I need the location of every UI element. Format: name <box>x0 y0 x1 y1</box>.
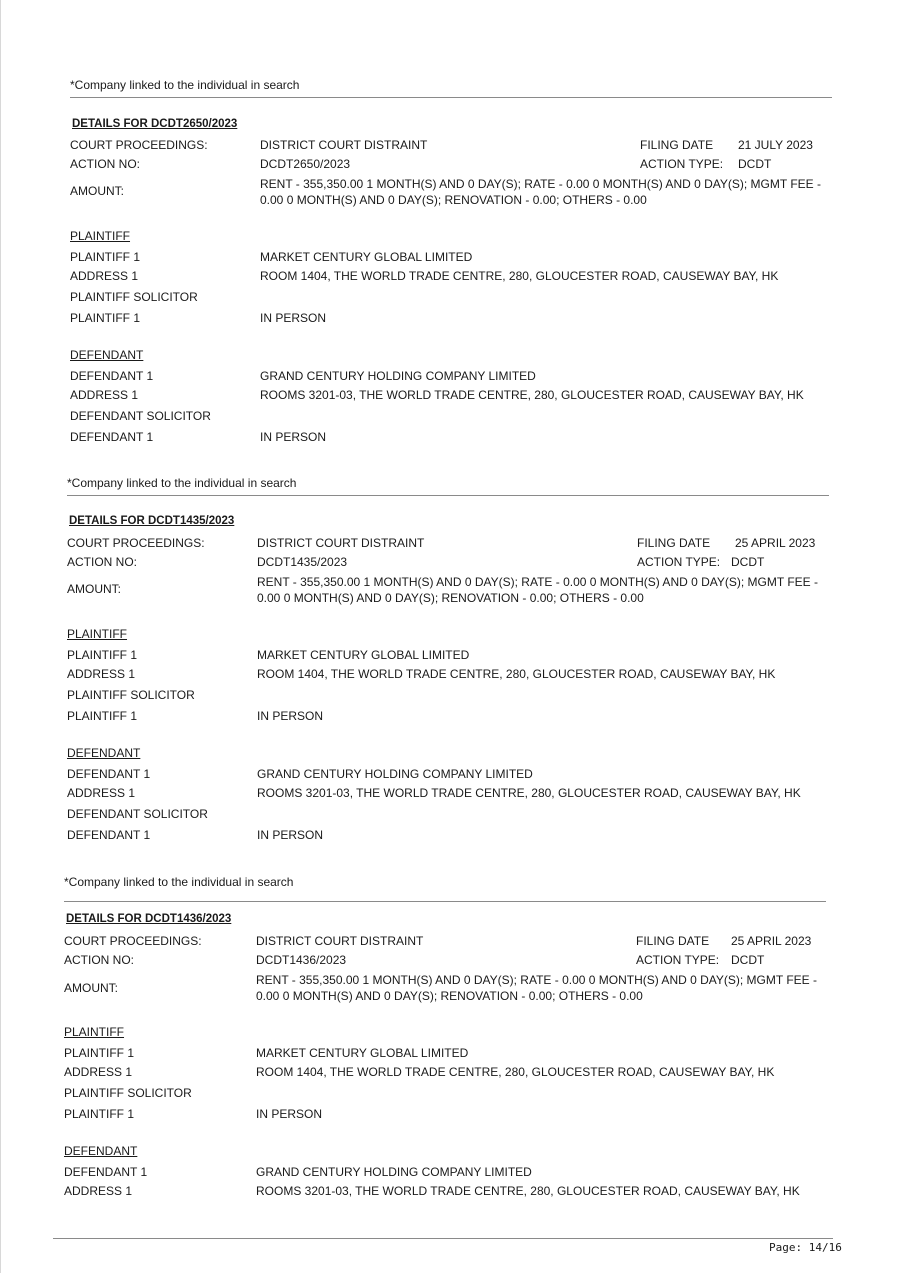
amount-label: AMOUNT: <box>64 981 118 995</box>
court-proceedings-label: COURT PROCEEDINGS: <box>70 138 208 152</box>
action-type-value: DCDT <box>731 555 765 569</box>
company-link-note: *Company linked to the individual in search <box>64 875 294 889</box>
amount-label: AMOUNT: <box>67 582 121 596</box>
plaintiff-heading: PLAINTIFF <box>70 229 131 243</box>
plaintiff-solicitor-heading: PLAINTIFF SOLICITOR <box>70 290 198 304</box>
action-no-label: ACTION NO: <box>67 555 138 569</box>
plaintiff-1-label: PLAINTIFF 1 <box>67 648 138 662</box>
defendant-1-label: DEFENDANT 1 <box>64 1165 148 1179</box>
plaintiff-1-value: MARKET CENTURY GLOBAL LIMITED <box>256 1046 469 1060</box>
amount-value: RENT - 355,350.00 1 MONTH(S) AND 0 DAY(S); RATE - 0.00 0 MONTH(S) AND 0 DAY(S); MGMT FEE - 0.00 0 MONTH(S) AND 0 DAY(S); RENOVATION - 0.00; OTHERS - 0.00 <box>257 575 818 605</box>
amount-value: RENT - 355,350.00 1 MONTH(S) AND 0 DAY(S); RATE - 0.00 0 MONTH(S) AND 0 DAY(S); MGMT FEE - 0.00 0 MONTH(S) AND 0 DAY(S); RENOVATION - 0.00; OTHERS - 0.00 <box>260 177 821 207</box>
amount-value: RENT - 355,350.00 1 MONTH(S) AND 0 DAY(S); RATE - 0.00 0 MONTH(S) AND 0 DAY(S); MGMT FEE - 0.00 0 MONTH(S) AND 0 DAY(S); RENOVATION - 0.00; OTHERS - 0.00 <box>256 973 817 1003</box>
action-type-value: DCDT <box>738 157 772 171</box>
defendant-1-value: GRAND CENTURY HOLDING COMPANY LIMITED <box>260 369 536 383</box>
defendant-1-value: GRAND CENTURY HOLDING COMPANY LIMITED <box>257 767 533 781</box>
company-link-note: *Company linked to the individual in search <box>67 476 297 490</box>
court-proceedings-label: COURT PROCEEDINGS: <box>67 536 205 550</box>
action-no-value: DCDT1436/2023 <box>256 953 347 967</box>
action-type-label: ACTION TYPE: <box>636 953 720 967</box>
defendant-heading: DEFENDANT <box>67 746 141 760</box>
action-no-value: DCDT1435/2023 <box>257 555 348 569</box>
court-proceedings-value: DISTRICT COURT DISTRAINT <box>260 138 428 152</box>
plaintiff-address-value: ROOM 1404, THE WORLD TRADE CENTRE, 280, GLOUCESTER ROAD, CAUSEWAY BAY, HK <box>256 1065 775 1079</box>
address-1-label: ADDRESS 1 <box>64 1184 133 1198</box>
plaintiff-heading: PLAINTIFF <box>64 1025 125 1039</box>
filing-date-label: FILING DATE <box>636 934 710 948</box>
action-no-label: ACTION NO: <box>64 953 135 967</box>
plaintiff-address-value: ROOM 1404, THE WORLD TRADE CENTRE, 280, GLOUCESTER ROAD, CAUSEWAY BAY, HK <box>260 269 779 283</box>
defendant-address-value: ROOMS 3201-03, THE WORLD TRADE CENTRE, 280, GLOUCESTER ROAD, CAUSEWAY BAY, HK <box>257 786 801 800</box>
filing-date-value: 25 APRIL 2023 <box>735 536 816 550</box>
plaintiff-1-label: PLAINTIFF 1 <box>64 1046 135 1060</box>
page-number: Page: 14/16 <box>769 1241 842 1254</box>
court-proceedings-label: COURT PROCEEDINGS: <box>64 934 202 948</box>
defendant-solicitor-value: IN PERSON <box>260 430 327 444</box>
address-1-label: ADDRESS 1 <box>70 388 139 402</box>
plaintiff-solicitor-heading: PLAINTIFF SOLICITOR <box>67 688 195 702</box>
plaintiff-solicitor-value: IN PERSON <box>256 1107 323 1121</box>
record-heading: DETAILS FOR DCDT1435/2023 <box>69 515 235 527</box>
company-link-note: *Company linked to the individual in search <box>70 78 300 92</box>
defendant-address-value: ROOMS 3201-03, THE WORLD TRADE CENTRE, 280, GLOUCESTER ROAD, CAUSEWAY BAY, HK <box>260 388 804 402</box>
address-1-label: ADDRESS 1 <box>67 667 136 681</box>
plaintiff-1-label: PLAINTIFF 1 <box>70 250 141 264</box>
action-type-label: ACTION TYPE: <box>637 555 721 569</box>
section-divider <box>64 901 826 902</box>
defendant-solicitor-heading: DEFENDANT SOLICITOR <box>70 409 211 423</box>
plaintiff-address-value: ROOM 1404, THE WORLD TRADE CENTRE, 280, GLOUCESTER ROAD, CAUSEWAY BAY, HK <box>257 667 776 681</box>
plaintiff-heading: PLAINTIFF <box>67 627 128 641</box>
amount-label: AMOUNT: <box>70 184 124 198</box>
court-proceedings-value: DISTRICT COURT DISTRAINT <box>257 536 425 550</box>
plaintiff-solicitor-heading: PLAINTIFF SOLICITOR <box>64 1086 192 1100</box>
plaintiff-solicitor-value: IN PERSON <box>260 311 327 325</box>
filing-date-value: 21 JULY 2023 <box>738 138 813 152</box>
action-type-label: ACTION TYPE: <box>640 157 724 171</box>
action-no-label: ACTION NO: <box>70 157 141 171</box>
plaintiff-1-value: MARKET CENTURY GLOBAL LIMITED <box>257 648 470 662</box>
defendant-address-value: ROOMS 3201-03, THE WORLD TRADE CENTRE, 280, GLOUCESTER ROAD, CAUSEWAY BAY, HK <box>256 1184 800 1198</box>
address-1-label: ADDRESS 1 <box>70 269 139 283</box>
filing-date-value: 25 APRIL 2023 <box>731 934 812 948</box>
plaintiff-solicitor-value: IN PERSON <box>257 709 324 723</box>
defendant-1-label: DEFENDANT 1 <box>67 767 151 781</box>
filing-date-label: FILING DATE <box>640 138 714 152</box>
filing-date-label: FILING DATE <box>637 536 711 550</box>
defendant-1-label: DEFENDANT 1 <box>67 828 151 842</box>
plaintiff-1-label: PLAINTIFF 1 <box>64 1107 135 1121</box>
defendant-solicitor-heading: DEFENDANT SOLICITOR <box>67 807 208 821</box>
plaintiff-1-value: MARKET CENTURY GLOBAL LIMITED <box>260 250 473 264</box>
record-heading: DETAILS FOR DCDT2650/2023 <box>72 118 238 130</box>
action-no-value: DCDT2650/2023 <box>260 157 351 171</box>
action-type-value: DCDT <box>731 953 765 967</box>
defendant-1-label: DEFENDANT 1 <box>70 430 154 444</box>
scan-edge <box>0 0 1 1273</box>
defendant-heading: DEFENDANT <box>64 1144 138 1158</box>
defendant-1-value: GRAND CENTURY HOLDING COMPANY LIMITED <box>256 1165 532 1179</box>
record-heading: DETAILS FOR DCDT1436/2023 <box>66 913 232 925</box>
address-1-label: ADDRESS 1 <box>67 786 136 800</box>
footer-divider <box>53 1238 833 1239</box>
section-divider <box>67 495 829 496</box>
plaintiff-1-label: PLAINTIFF 1 <box>70 311 141 325</box>
defendant-heading: DEFENDANT <box>70 348 144 362</box>
defendant-1-label: DEFENDANT 1 <box>70 369 154 383</box>
plaintiff-1-label: PLAINTIFF 1 <box>67 709 138 723</box>
section-divider <box>70 97 832 98</box>
court-proceedings-value: DISTRICT COURT DISTRAINT <box>256 934 424 948</box>
defendant-solicitor-value: IN PERSON <box>257 828 324 842</box>
address-1-label: ADDRESS 1 <box>64 1065 133 1079</box>
